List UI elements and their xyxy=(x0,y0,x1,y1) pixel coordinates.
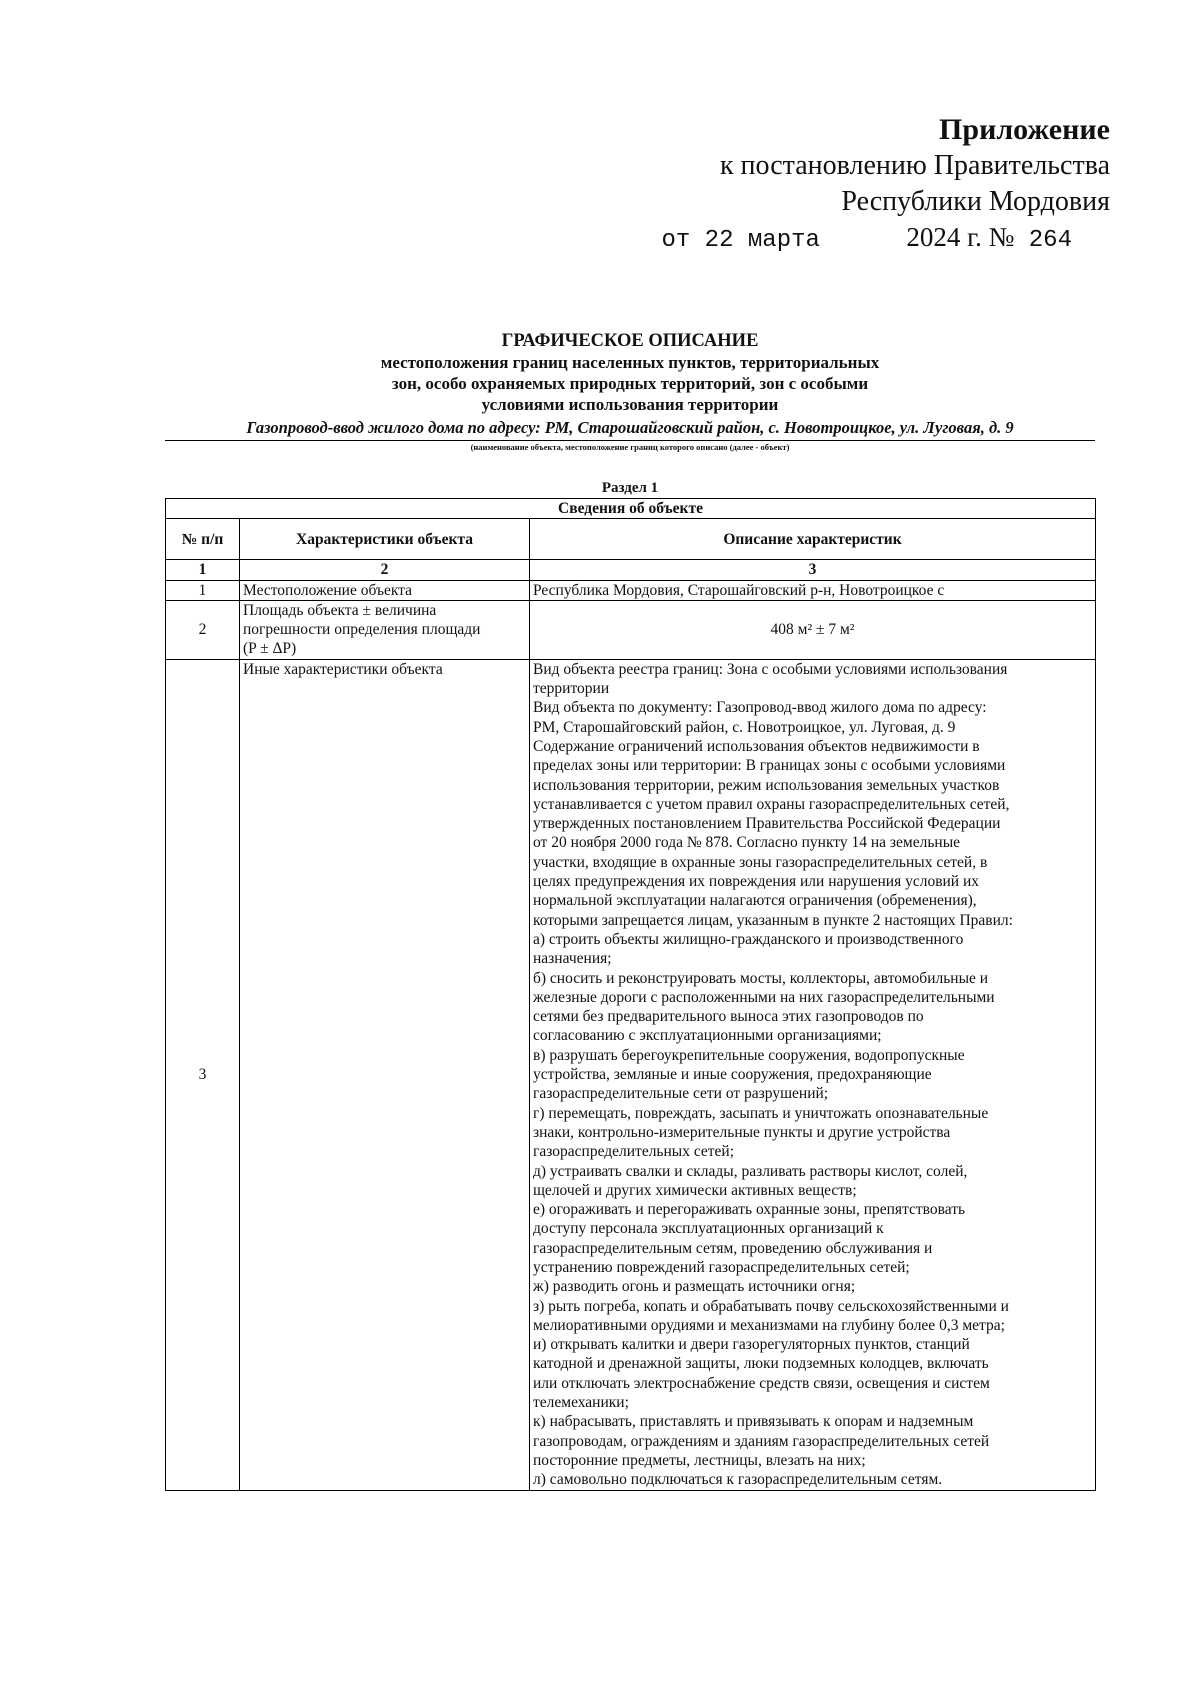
row-name-line: (P ± ΔP) xyxy=(243,640,297,658)
row-description: Республика Мордовия, Старошайговский р-н, Новотроицкое с xyxy=(530,580,1096,600)
row-name: Местоположение объекта xyxy=(240,580,530,600)
description-line: газопроводам, ограждениям и зданиям газораспределительных сетей xyxy=(533,1432,990,1450)
appendix-line-1: к постановлению Правительства xyxy=(719,150,1110,181)
table-title: Сведения об объекте xyxy=(166,499,1096,519)
object-info-table xyxy=(165,498,1096,1491)
description-line: территории xyxy=(533,680,610,698)
heading-subtitle-1: местоположения границ населенных пунктов, территориальных xyxy=(380,353,880,372)
description-line: устанавливается с учетом правил охраны газораспределительных сетей, xyxy=(533,795,1010,813)
description-line: д) устраивать свалки и склады, разливать растворы кислот, солей, xyxy=(533,1162,968,1180)
description-line: а) строить объекты жилищно-гражданского и производственного xyxy=(533,930,964,948)
description-line: участки, входящие в охранные зоны газораспределительных сетей, в xyxy=(533,853,988,871)
description-line: или отключать электроснабжение средств связи, освещения и систем xyxy=(533,1374,990,1392)
description-line: Вид объекта реестра границ: Зона с особыми условиями использования xyxy=(533,660,1008,678)
header-number: № п/п xyxy=(166,519,240,560)
header-characteristics: Характеристики объекта xyxy=(240,519,530,560)
description-line: устройства, земляные и иные сооружения, предохраняющие xyxy=(533,1066,932,1084)
header-description: Описание характеристик xyxy=(530,519,1096,560)
description-line: е) огораживать и перегораживать охранные зоны, препятствовать xyxy=(533,1201,966,1219)
description-line: газораспределительных сетей; xyxy=(533,1143,735,1161)
description-line: з) рыть погреба, копать и обрабатывать почву сельскохозяйственными и xyxy=(533,1297,1009,1315)
row-number: 1 xyxy=(166,580,240,600)
object-name: Газопровод-ввод жилого дома по адресу: РМ, Старошайговский район, с. Новотроицкое, ул. Луговая, д. 9 xyxy=(246,418,1014,437)
description-line: сетями без предварительного выноса этих газопроводов по xyxy=(533,1008,924,1026)
description-line: назначения; xyxy=(533,950,612,968)
description-line: знаки, контрольно-измерительные пункты и другие устройства xyxy=(533,1123,951,1141)
description-line: Содержание ограничений использования объектов недвижимости в xyxy=(533,737,980,755)
description-line: телемеханики; xyxy=(533,1394,629,1412)
appendix-date-prefix: от 22 марта xyxy=(661,227,820,254)
description-line: железные дороги с расположенными на них газораспределительными xyxy=(533,988,995,1006)
appendix-block xyxy=(661,112,1110,258)
description-line: доступу персонала эксплуатационных организаций к xyxy=(533,1220,884,1238)
description-line: ж) разводить огонь и размещать источники огня; xyxy=(533,1278,856,1296)
description-line: согласованию с эксплуатационными организациями; xyxy=(533,1027,882,1045)
description-line: щелочей и других химически активных веществ; xyxy=(533,1181,857,1199)
row-description xyxy=(530,659,1096,1490)
description-line: РМ, Старошайговский район, с. Новотроицкое, ул. Луговая, д. 9 xyxy=(533,718,956,736)
description-line: мелиоративными орудиями и механизмами на глубину более 0,3 метра; xyxy=(533,1316,1005,1334)
table-row xyxy=(166,580,1096,600)
description-line: л) самовольно подключаться к газораспределительным сетям. xyxy=(533,1471,943,1489)
description-line: использования территории, режим использования земельных участков xyxy=(533,776,1000,794)
description-line: пределах зоны или территории: В границах зоны с особыми условиями xyxy=(533,757,1006,775)
description-line: которыми запрещается лицам, указанным в пункте 2 настоящих Правил: xyxy=(533,911,1013,929)
description-line: газораспределительные сети от разрушений; xyxy=(533,1085,829,1103)
description-line: к) набрасывать, приставлять и привязывать к опорам и надземным xyxy=(533,1413,974,1431)
description-line: от 20 ноября 2000 года № 878. Согласно пункту 14 на земельные xyxy=(533,834,960,852)
heading-subtitle-3: условиями использования территории xyxy=(481,395,779,414)
appendix-year: 2024 г. № xyxy=(906,222,1015,252)
appendix-date xyxy=(661,220,1072,258)
description-line: Вид объекта по документу: Газопровод-ввод жилого дома по адресу: xyxy=(533,699,987,717)
description-line: в) разрушать берегоукрепительные сооружения, водопропускные xyxy=(533,1046,965,1064)
heading-subtitle-2: зон, особо охраняемых природных территорий, зон с особыми xyxy=(391,374,869,393)
description-line: нормальной эксплуатации налагаются ограничения (обременения), xyxy=(533,892,977,910)
heading-title: ГРАФИЧЕСКОЕ ОПИСАНИЕ xyxy=(501,331,759,351)
description-line: б) сносить и реконструировать мосты, коллекторы, автомобильные и xyxy=(533,969,989,987)
description-line: устранению повреждений газораспределительных сетей; xyxy=(533,1258,910,1276)
colnum-3: 3 xyxy=(530,560,1096,580)
row-name-line: Площадь объекта ± величина xyxy=(243,601,437,619)
description-line: и) открывать калитки и двери газорегуляторных пунктов, станций xyxy=(533,1336,970,1354)
description-line: газораспределительным сетям, проведению обслуживания и xyxy=(533,1239,933,1257)
row-name-line: погрешности определения площади xyxy=(243,621,481,639)
colnum-1: 1 xyxy=(166,560,240,580)
table-row xyxy=(166,659,1096,1490)
row-name: Иные характеристики объекта xyxy=(240,659,530,1490)
document-heading xyxy=(165,330,1095,453)
description-line: целях предупреждения их повреждения или нарушения условий их xyxy=(533,873,980,891)
appendix-number: 264 xyxy=(1028,227,1072,254)
description-line: утвержденных постановлением Правительства Российской Федерации xyxy=(533,815,1001,833)
object-note: (наименование объекта, местоположение границ которого описано (далее - объект) xyxy=(470,442,790,452)
description-line: посторонние предметы, лестницы, влезать на них; xyxy=(533,1451,866,1469)
colnum-2: 2 xyxy=(240,560,530,580)
appendix-line-2: Республики Мордовия xyxy=(841,186,1110,217)
appendix-title: Приложение xyxy=(939,113,1110,146)
description-line: г) перемещать, повреждать, засыпать и уничтожать опознавательные xyxy=(533,1104,989,1122)
row-number: 2 xyxy=(166,600,240,659)
section-title: Раздел 1 xyxy=(601,480,659,496)
table-row xyxy=(166,600,1096,659)
row-name xyxy=(240,600,530,659)
row-number: 3 xyxy=(166,659,240,1490)
row-description: 408 м² ± 7 м² xyxy=(530,600,1096,659)
description-line: катодной и дренажной защиты, люки подземных колодцев, включать xyxy=(533,1355,989,1373)
